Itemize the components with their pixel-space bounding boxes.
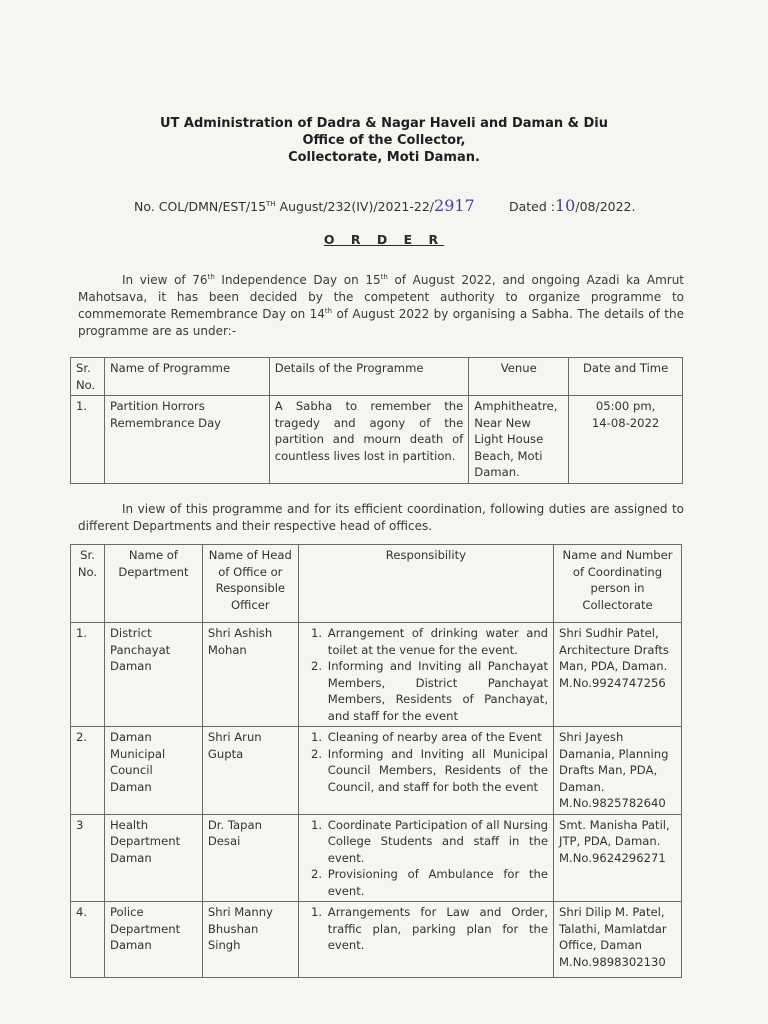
column-header: Name of Department xyxy=(104,545,202,623)
column-header: Name and Number of Coordinating person in Collectorate xyxy=(554,545,682,623)
table-header-row xyxy=(71,545,682,623)
department-name: Police Department Daman xyxy=(104,902,202,978)
column-header: Name of Head of Office or Responsible Officer xyxy=(202,545,298,623)
column-header: Sr. No. xyxy=(71,545,105,623)
programme-details: A Sabha to remember the tragedy and agony of the partition and mourn death of countless lives lost in partition. xyxy=(269,396,469,484)
responsibility-item: 2. Informing and Inviting all Panchayat Members, District Panchayat Members, Residents of Panchayat, and staff for the event xyxy=(326,658,548,724)
handwritten-day: 10 xyxy=(555,196,576,215)
programme-venue: Amphitheatre, Near New Light House Beach, Moti Daman. xyxy=(469,396,569,484)
reference-line xyxy=(134,196,634,215)
duties-table xyxy=(70,544,682,978)
department-name: Health Department Daman xyxy=(104,814,202,902)
responsibility-item: 1. Arrangements for Law and Order, traffic plan, parking plan for the event. xyxy=(326,904,548,954)
serial-number: 1. xyxy=(71,396,105,484)
responsibility xyxy=(298,814,553,902)
serial-number: 4. xyxy=(71,902,105,978)
intro-paragraph: In view of 76th Independence Day on 15th of August 2022, and ongoing Azadi ka Amrut Mahotsava, it has been decided by the competent authority to organize programme to commemorate Remembrance Day on 14th of August 2022 by organising a Sabha. The details of the programme are as under:- xyxy=(78,273,685,338)
dated: Dated :10/08/2022. xyxy=(509,196,636,215)
table-row xyxy=(71,727,682,815)
handwritten-number: 2917 xyxy=(434,196,475,215)
head-of-office: Shri Manny Bhushan Singh xyxy=(202,902,298,978)
responsibility-item: 1. Arrangement of drinking water and toilet at the venue for the event. xyxy=(326,625,548,658)
department-name: District Panchayat Daman xyxy=(104,623,202,727)
column-header: Date and Time xyxy=(569,358,683,396)
programme-table xyxy=(70,357,683,484)
header-location: Collectorate, Moti Daman. xyxy=(288,150,480,165)
programme-date-time: 05:00 pm, 14-08-2022 xyxy=(569,396,683,484)
responsibility xyxy=(298,623,553,727)
header-administration: UT Administration of Dadra & Nagar Haveli and Daman & Diu xyxy=(159,116,609,131)
responsibility xyxy=(298,902,553,978)
order-title: O R D E R xyxy=(323,232,445,247)
serial-number: 2. xyxy=(71,727,105,815)
column-header: Sr. No. xyxy=(71,358,105,396)
head-of-office: Shri Arun Gupta xyxy=(202,727,298,815)
serial-number: 1. xyxy=(71,623,105,727)
column-header: Responsibility xyxy=(298,545,553,623)
department-name: Daman Municipal Council Daman xyxy=(104,727,202,815)
coordinating-person: Shri Dilip M. Patel, Talathi, Mamlatdar Office, Daman M.No.9898302130 xyxy=(554,902,682,978)
column-header: Venue xyxy=(469,358,569,396)
responsibility-item: 1. Coordinate Participation of all Nursing College Students and staff in the event. xyxy=(326,817,548,867)
coordinating-person: Smt. Manisha Patil, JTP, PDA, Daman. M.No.9624296271 xyxy=(554,814,682,902)
header-office: Office of the Collector, xyxy=(302,133,466,148)
serial-number: 3 xyxy=(71,814,105,902)
document-header xyxy=(0,115,768,166)
head-of-office: Shri Ashish Mohan xyxy=(202,623,298,727)
responsibility-item: 2. Provisioning of Ambulance for the event. xyxy=(326,866,548,899)
coordinating-person: Shri Jayesh Damania, Planning Drafts Man, PDA, Daman. M.No.9825782640 xyxy=(554,727,682,815)
table-row xyxy=(71,814,682,902)
responsibility-item: 2. Informing and Inviting all Municipal Council Members, Residents of the Council, and staff for both the event xyxy=(326,746,548,796)
responsibility-item: 1. Cleaning of nearby area of the Event xyxy=(326,729,548,746)
head-of-office: Dr. Tapan Desai xyxy=(202,814,298,902)
programme-name: Partition Horrors Remembrance Day xyxy=(104,396,269,484)
table-row xyxy=(71,396,683,484)
responsibility xyxy=(298,727,553,815)
column-header: Details of the Programme xyxy=(269,358,469,396)
column-header: Name of Programme xyxy=(104,358,269,396)
table-row xyxy=(71,902,682,978)
table-header-row xyxy=(71,358,683,396)
reference-number: No. COL/DMN/EST/15TH August/232(IV)/2021-22/2917 xyxy=(134,196,475,215)
table-row xyxy=(71,623,682,727)
coordinating-person: Shri Sudhir Patel, Architecture Drafts Man, PDA, Daman. M.No.9924747256 xyxy=(554,623,682,727)
duties-paragraph: In view of this programme and for its efficient coordination, following duties are assigned to different Departments and their respective head of offices. xyxy=(78,502,684,533)
